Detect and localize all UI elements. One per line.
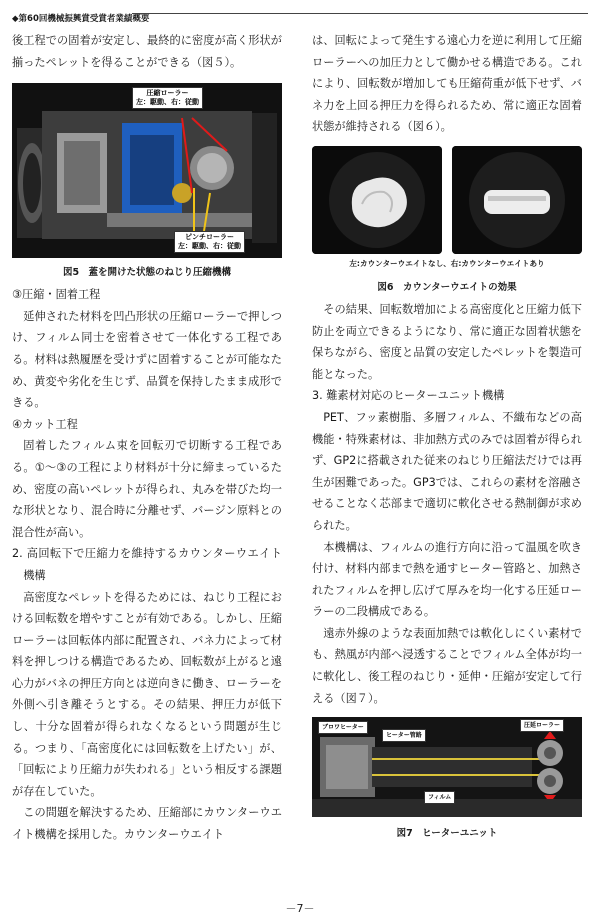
figure-7-image	[312, 717, 582, 817]
figure-6-images	[312, 146, 582, 254]
label-film: フィルム	[424, 791, 455, 804]
label-pinch-roller-sub: 左：駆動、右：従動	[178, 242, 241, 251]
heading-cut-step: ④カット工程	[12, 417, 78, 431]
header-title: ◆第60回機械振興賞受賞者業績概要	[12, 14, 150, 24]
page-number: －7－	[285, 902, 315, 915]
figure-7-caption: 図7 ヒーターユニット	[396, 828, 498, 840]
left-paragraph-6: この問題を解決するため、圧縮部にカウンターウエイト機構を採用した。カウンターウエイト	[12, 806, 282, 842]
label-pinch-roller	[174, 231, 245, 253]
left-column	[12, 30, 282, 846]
label-heater-duct: ヒーター管路	[382, 729, 426, 742]
heading-heater-unit: 3. 難素材対応のヒーターユニット機構	[312, 389, 505, 403]
heading-counterweight: 2. 高回転下で圧縮力を維持するカウンターウエイト機構	[12, 547, 282, 582]
left-paragraph-1: 後工程での固着が安定し、最終的に密度が高く形状が揃ったペレットを得ることができる（図５）。	[12, 34, 282, 69]
page-header	[12, 6, 588, 22]
label-compression-roller	[132, 87, 203, 109]
left-paragraph-3: 延伸された材料を凹凸形状の圧縮ローラーで押しつけ、フィルム同士を密着させて一体化する工程である。材料は熱履歴を受けずに固着することが可能なため、黄変や劣化を生じず、品質を保持したまま成形できる。	[12, 309, 282, 410]
right-paragraph-5: 遠赤外線のような表面加熱では軟化しにくい素材でも、熱風が内部へ浸透することでフィルム全体が均一に軟化し、後工程のねじり・延伸・圧縮が安定して行える（図７）。	[312, 626, 582, 705]
label-pinch-roller-title: ピンチローラー	[185, 233, 234, 242]
right-paragraph-1: は、回転によって発生する遠心力を逆に利用して圧縮ローラーへの加圧力として働かせる構造である。これにより、回転数が増加しても圧縮荷重が低下せず、バネ力を上回る押圧力を得られるため、常に適正な固着状態が維持される（図６）。	[312, 34, 582, 134]
label-rolling-roller: 圧延ローラー	[520, 719, 564, 732]
header-rule	[132, 13, 588, 14]
right-paragraph-3: PET、フッ素樹脂、多層フィルム、不織布などの高機能・特殊素材は、非加熱方式のみでは固着が得られず、GP2に搭載された従来のねじり圧縮法だけでは再生が困難であった。GP3では、これらの素材を溶融させることなく芯部まで適切に軟化させる熱制御が求められた。	[312, 410, 582, 532]
left-paragraph-4: 固着したフィルム束を回転刃で切断する工程である。①～③の工程により材料が十分に締まっているため、密度の高いペレットが得られ、丸みを帯びた均一な形状となり、混合時に分離せず、バージン原料との混合性が高い。	[12, 439, 282, 539]
right-column	[312, 30, 582, 845]
left-paragraph-5: 高密度なペレットを得るためには、ねじり工程における回転数を増やすことが有効である。しかし、圧縮ローラーは回転体内部に配置され、バネ力によって材料を押しつける構造であるため、回転数が上がると遠心力がバネの押圧方向とは逆向きに働き、ローラーを外側へ引き離そうとする。その結果、押圧力が低下し、十分な固着が得られなくなるという問題が生じる。つまり、「高密度化には回転数を上げたい」が、「回転により圧縮力が失われる」という相反する課題が存在していた。	[12, 590, 282, 798]
label-blower-heater: ブロワヒーター	[318, 721, 368, 734]
label-compression-roller-title: 圧縮ローラー	[146, 89, 189, 98]
pellet-with-counterweight-photo	[452, 146, 582, 254]
heading-compression-step: ③圧縮・固着工程	[12, 288, 101, 302]
figure-5-caption: 図5 蓋を開けた状態のねじり圧縮機構	[62, 267, 232, 279]
right-paragraph-4: 本機構は、フィルムの進行方向に沿って温風を吹き付け、材料内部まで熱を通すヒーター管路と、加熱されたフィルムを押し広げて厚みを均一化する圧延ローラーの二段構成である。	[312, 540, 582, 619]
figure-6-subcaption: 左:カウンターウエイトなし、右:カウンターウエイトあり	[349, 258, 545, 268]
right-paragraph-2: その結果、回転数増加による高密度化と圧縮力低下防止を両立できるようになり、常に適正な固着状態を保ちながら、密度と品質の安定したペレットを製造可能となった。	[312, 302, 582, 381]
figure-5-image	[12, 83, 282, 258]
pellet-without-counterweight-photo	[312, 146, 442, 254]
figure-6-caption: 図6 カウンターウエイトの効果	[377, 281, 517, 293]
label-compression-roller-sub: 左：駆動、右：従動	[136, 98, 199, 107]
